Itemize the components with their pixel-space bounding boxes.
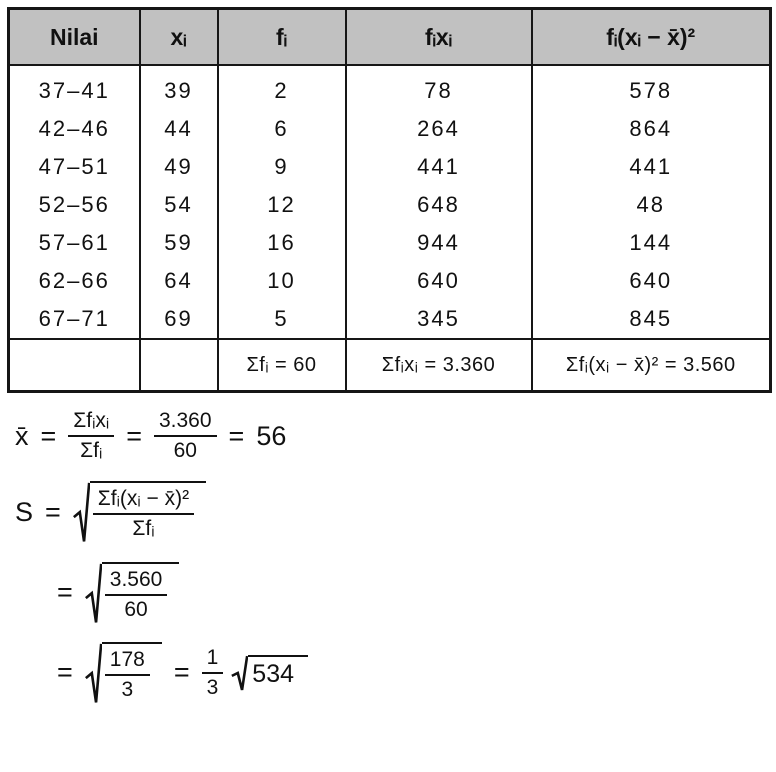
fraction-denominator: 60 xyxy=(154,435,217,463)
sd-symbol: S xyxy=(15,496,34,527)
table-row xyxy=(9,110,771,148)
cell-fi: 2 xyxy=(218,65,346,110)
cell-xi: 54 xyxy=(140,186,218,224)
sd-formula-line1 xyxy=(15,481,770,543)
mean-result: 56 xyxy=(256,420,287,451)
table-row xyxy=(9,262,771,300)
cell-nilai: 42–46 xyxy=(9,110,140,148)
cell-fixi: 640 xyxy=(346,262,532,300)
fraction-numerator: 1 xyxy=(206,645,219,669)
fraction-denominator: 60 xyxy=(105,594,168,622)
cell-fixi: 648 xyxy=(346,186,532,224)
mean-formula xyxy=(15,409,770,463)
fraction-numerator: Σfᵢ(xᵢ − x̄)² xyxy=(97,487,190,511)
cell-fi-dev-sq: 441 xyxy=(532,148,771,186)
calculation-block xyxy=(7,393,770,704)
cell-fi-dev-sq: 845 xyxy=(532,300,771,339)
radicand: 534 xyxy=(248,655,308,691)
total-empty-xi xyxy=(140,339,218,392)
equals-sign: = xyxy=(173,657,190,688)
col-header-fi-dev-sq: fᵢ(xᵢ − x̄)² xyxy=(532,9,771,66)
mean-symbol: x̄ xyxy=(15,420,29,451)
table-row xyxy=(9,300,771,339)
sd-formula-line3 xyxy=(45,642,770,704)
cell-xi: 44 xyxy=(140,110,218,148)
frequency-table xyxy=(7,7,772,393)
equals-sign: = xyxy=(228,420,245,451)
radicand xyxy=(102,562,180,624)
fraction-numerator: Σfᵢxᵢ xyxy=(73,409,110,432)
cell-fixi: 944 xyxy=(346,224,532,262)
equals-sign: = xyxy=(57,657,73,688)
cell-fi-dev-sq: 640 xyxy=(532,262,771,300)
cell-fi: 10 xyxy=(218,262,346,300)
total-sum-fi-dev-sq: Σfᵢ(xᵢ − x̄)² = 3.560 xyxy=(532,339,771,392)
cell-xi: 69 xyxy=(140,300,218,339)
fraction-numerator: 3.360 xyxy=(158,409,212,432)
cell-xi: 59 xyxy=(140,224,218,262)
radical-sign-icon xyxy=(85,642,102,704)
cell-fixi: 441 xyxy=(346,148,532,186)
square-root xyxy=(231,655,308,691)
cell-xi: 64 xyxy=(140,262,218,300)
cell-fixi: 345 xyxy=(346,300,532,339)
total-sum-fi: Σfᵢ = 60 xyxy=(218,339,346,392)
fraction-3360-over-60 xyxy=(154,409,217,463)
cell-nilai: 37–41 xyxy=(9,65,140,110)
table-row xyxy=(9,224,771,262)
total-sum-fixi: Σfᵢxᵢ = 3.360 xyxy=(346,339,532,392)
radical-sign-icon xyxy=(85,562,102,624)
totals-row xyxy=(9,339,771,392)
fraction-dev-sq-over-sum-fi xyxy=(93,487,194,541)
col-header-xi: xᵢ xyxy=(140,9,218,66)
fraction-denominator: 3 xyxy=(202,672,224,700)
cell-fi: 9 xyxy=(218,148,346,186)
radical-sign-icon xyxy=(231,655,248,691)
fraction-3560-over-60 xyxy=(105,568,168,622)
cell-xi: 39 xyxy=(140,65,218,110)
equals-sign: = xyxy=(126,420,142,451)
fraction-numerator: 3.560 xyxy=(109,567,163,591)
cell-fixi: 78 xyxy=(346,65,532,110)
cell-nilai: 57–61 xyxy=(9,224,140,262)
fraction-178-over-3 xyxy=(105,648,150,702)
cell-xi: 49 xyxy=(140,148,218,186)
cell-fi: 5 xyxy=(218,300,346,339)
total-empty-nilai xyxy=(9,339,140,392)
cell-nilai: 52–56 xyxy=(9,186,140,224)
cell-nilai: 62–66 xyxy=(9,262,140,300)
fraction-numerator: 178 xyxy=(109,647,145,671)
radicand xyxy=(90,481,206,543)
cell-fi-dev-sq: 144 xyxy=(532,224,771,262)
cell-fi-dev-sq: 864 xyxy=(532,110,771,148)
table-header xyxy=(9,9,771,66)
square-root xyxy=(73,481,206,543)
cell-fi-dev-sq: 48 xyxy=(532,186,771,224)
fraction-one-third xyxy=(202,646,224,700)
equals-sign: = xyxy=(57,577,73,608)
fraction-denominator: Σfᵢ xyxy=(93,513,194,541)
equals-sign: = xyxy=(45,496,61,527)
cell-fi: 16 xyxy=(218,224,346,262)
square-root xyxy=(85,562,180,624)
col-header-nilai: Nilai xyxy=(9,9,140,66)
cell-fi: 12 xyxy=(218,186,346,224)
fraction-sum-fixi-over-sum-fi xyxy=(68,409,114,463)
fraction-denominator: 3 xyxy=(105,674,150,702)
cell-nilai: 67–71 xyxy=(9,300,140,339)
cell-nilai: 47–51 xyxy=(9,148,140,186)
square-root xyxy=(85,642,162,704)
col-header-fi: fᵢ xyxy=(218,9,346,66)
sd-formula-line2 xyxy=(45,562,770,624)
col-header-fixi: fᵢxᵢ xyxy=(346,9,532,66)
table-row xyxy=(9,65,771,110)
equals-sign: = xyxy=(40,420,57,451)
radical-sign-icon xyxy=(73,481,90,543)
table-row xyxy=(9,186,771,224)
radicand xyxy=(102,642,162,704)
cell-fi: 6 xyxy=(218,110,346,148)
table-row xyxy=(9,148,771,186)
cell-fi-dev-sq: 578 xyxy=(532,65,771,110)
cell-fixi: 264 xyxy=(346,110,532,148)
fraction-denominator: Σfᵢ xyxy=(68,435,114,463)
